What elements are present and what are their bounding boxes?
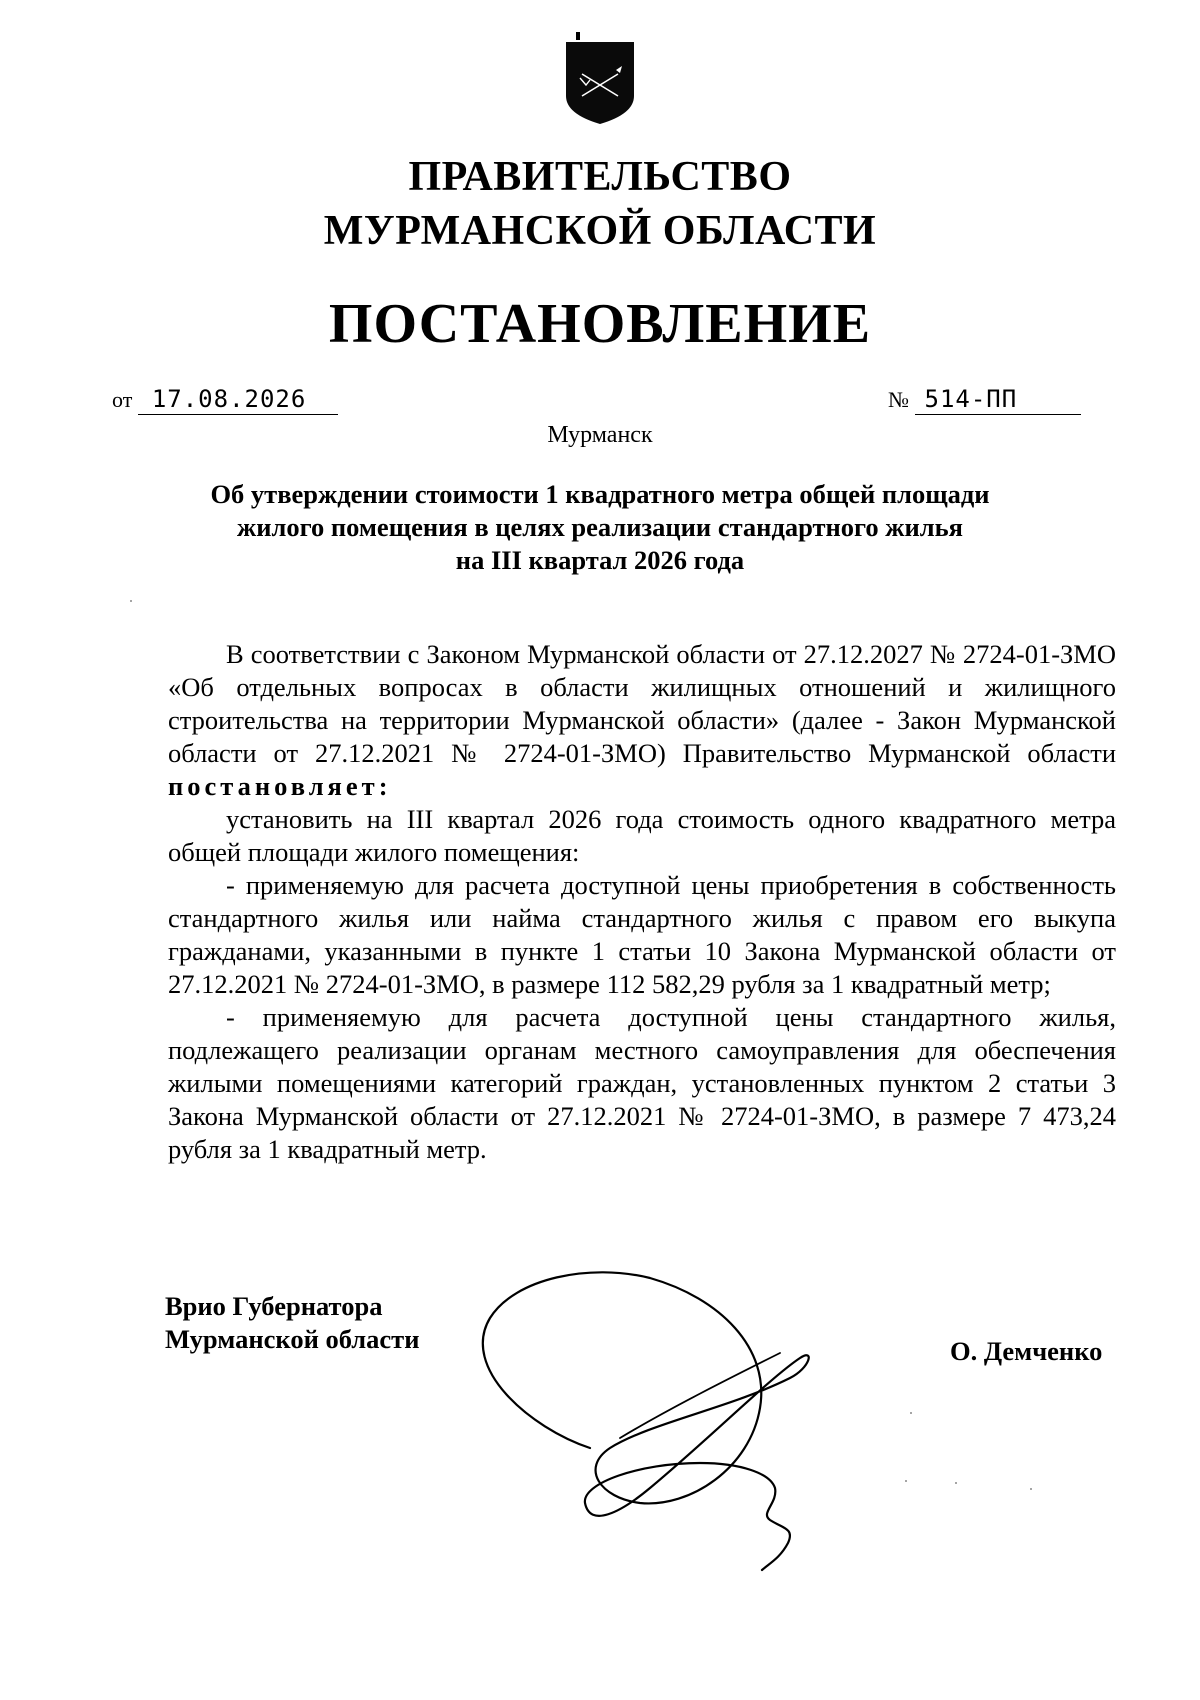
document-date bbox=[112, 385, 338, 415]
heading-line2: жилого помещения в целях реализации стандартного жилья bbox=[237, 512, 963, 542]
preamble-text: В соответствии с Законом Мурманской области от 27.12.2027 № 2724-01-ЗМО «Об отдельных вопросах в области жилищных отношений и жилищного строительства на территории Мурманской области» (далее - Закон Мурманской области от 27.12.2021 № 2724-01-ЗМО) Правительство Мурманской области bbox=[168, 639, 1116, 768]
scan-speck bbox=[905, 1480, 907, 1482]
handwritten-signature bbox=[470, 1258, 880, 1578]
body-paragraph-item2: - применяемую для расчета доступной цены стандартного жилья, подлежащего реализации органам местного самоуправления для обеспечения жилыми помещениями категорий граждан, установленных пунктом 2 статьи 3 Закона Мурманской области от 27.12.2021 № 2724-01-ЗМО, в размере 7 473,24 рубля за 1 квадратный метр. bbox=[168, 1002, 1116, 1164]
number-value: 514-ПП bbox=[915, 385, 1081, 415]
resolves-colon: : bbox=[378, 771, 392, 801]
scan-speck bbox=[955, 1482, 957, 1484]
heading-line1: Об утверждении стоимости 1 квадратного метра общей площади bbox=[210, 479, 990, 509]
body-paragraph-item1: - применяемую для расчета доступной цены приобретения в собственность стандартного жилья или найма стандартного жилья с правом его выкупа гражданами, указанными в пункте 1 статьи 10 Закона Мурманской области от 27.12.2021 № 2724-01-ЗМО, в размере 112 582,29 рубля за 1 квадратный метр; bbox=[168, 870, 1116, 999]
org-name-line1: ПРАВИТЕЛЬСТВО bbox=[408, 154, 792, 200]
number-prefix: № bbox=[888, 387, 909, 412]
signer-name: О. Демченко bbox=[950, 1336, 1103, 1366]
body-paragraph-establish: установить на III квартал 2026 года стоимость одного квадратного метра общей площади жилого помещения: bbox=[168, 804, 1116, 867]
document-type: ПОСТАНОВЛЕНИЕ bbox=[328, 293, 872, 355]
organization-title bbox=[0, 150, 1200, 258]
date-value: 17.08.2026 bbox=[138, 385, 338, 415]
heading-line3: на III квартал 2026 года bbox=[455, 545, 745, 575]
signer-position bbox=[165, 1290, 419, 1356]
signer-position-line1: Врио Губернатора bbox=[165, 1291, 383, 1321]
coat-of-arms-emblem bbox=[560, 30, 640, 130]
document-number bbox=[888, 385, 1081, 415]
org-name-line2: МУРМАНСКОЙ ОБЛАСТИ bbox=[323, 208, 877, 254]
signer-position-line2: Мурманской области bbox=[165, 1324, 420, 1354]
body-paragraph-preamble bbox=[168, 638, 1116, 803]
document-heading bbox=[180, 478, 1020, 577]
resolves-word: постановляет bbox=[168, 771, 379, 801]
document-body bbox=[168, 638, 1116, 1166]
date-prefix: от bbox=[112, 387, 133, 412]
city-name: Мурманск bbox=[547, 422, 653, 448]
scan-speck bbox=[130, 600, 132, 602]
scan-speck bbox=[1030, 1488, 1032, 1490]
scan-speck bbox=[910, 1412, 912, 1414]
